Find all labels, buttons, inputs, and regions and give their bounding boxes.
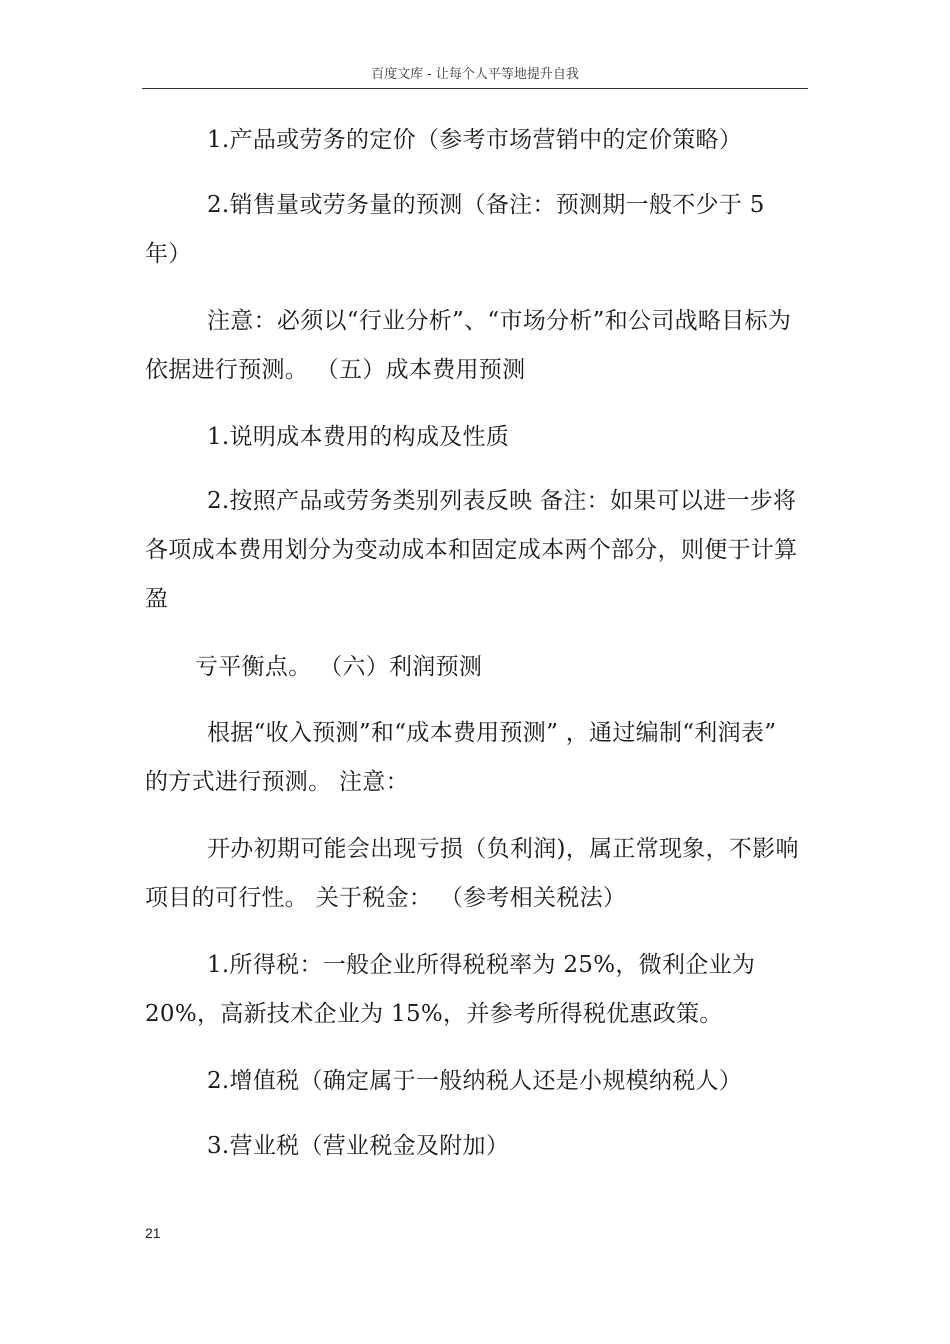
paragraph-forecast-note: 注意：必须以“行业分析”、“市场分析”和公司战略目标为依据进行预测。 （五）成本费用预测 — [145, 308, 792, 383]
paragraph-initial-loss: 开办初期可能会出现亏损（负利润)，属正常现象，不影响项目的可行性。 关于税金： （参考相关税法） — [145, 836, 799, 911]
paragraph-cost-composition: 1.说明成本费用的构成及性质 — [207, 424, 510, 450]
paragraph-profit-forecast: 根据“收入预测”和“成本费用预测” ，通过编制“利润表” 的方式进行预测。 注意： — [145, 720, 784, 795]
paragraph-breakeven: 亏平衡点。 （六）利润预测 — [195, 654, 483, 680]
paragraph-business-tax: 3.营业税（营业税金及附加） — [207, 1133, 510, 1159]
paragraph-cost-list: 2.按照产品或劳务类别列表反映 备注：如果可以进一步将各项成本费用划分为变动成本和固定成本两个部分，则便于计算盈 — [145, 488, 798, 612]
paragraph-income-tax: 1.所得税：一般企业所得税税率为 25%，微利企业为 20%，高新技术企业为 15%，并参考所得税优惠政策。 — [145, 952, 763, 1027]
paragraph-sales-forecast: 2.销售量或劳务量的预测（备注：预测期一般不少于 5 年） — [145, 192, 773, 267]
page-header: 百度文库 - 让每个人平等地提升自我 — [142, 62, 808, 89]
page-number: 21 — [145, 1225, 161, 1241]
paragraph-vat: 2.增值税（确定属于一般纳税人还是小规模纳税人） — [207, 1068, 743, 1094]
paragraph-product-pricing: 1.产品或劳务的定价（参考市场营销中的定价策略） — [207, 127, 743, 153]
